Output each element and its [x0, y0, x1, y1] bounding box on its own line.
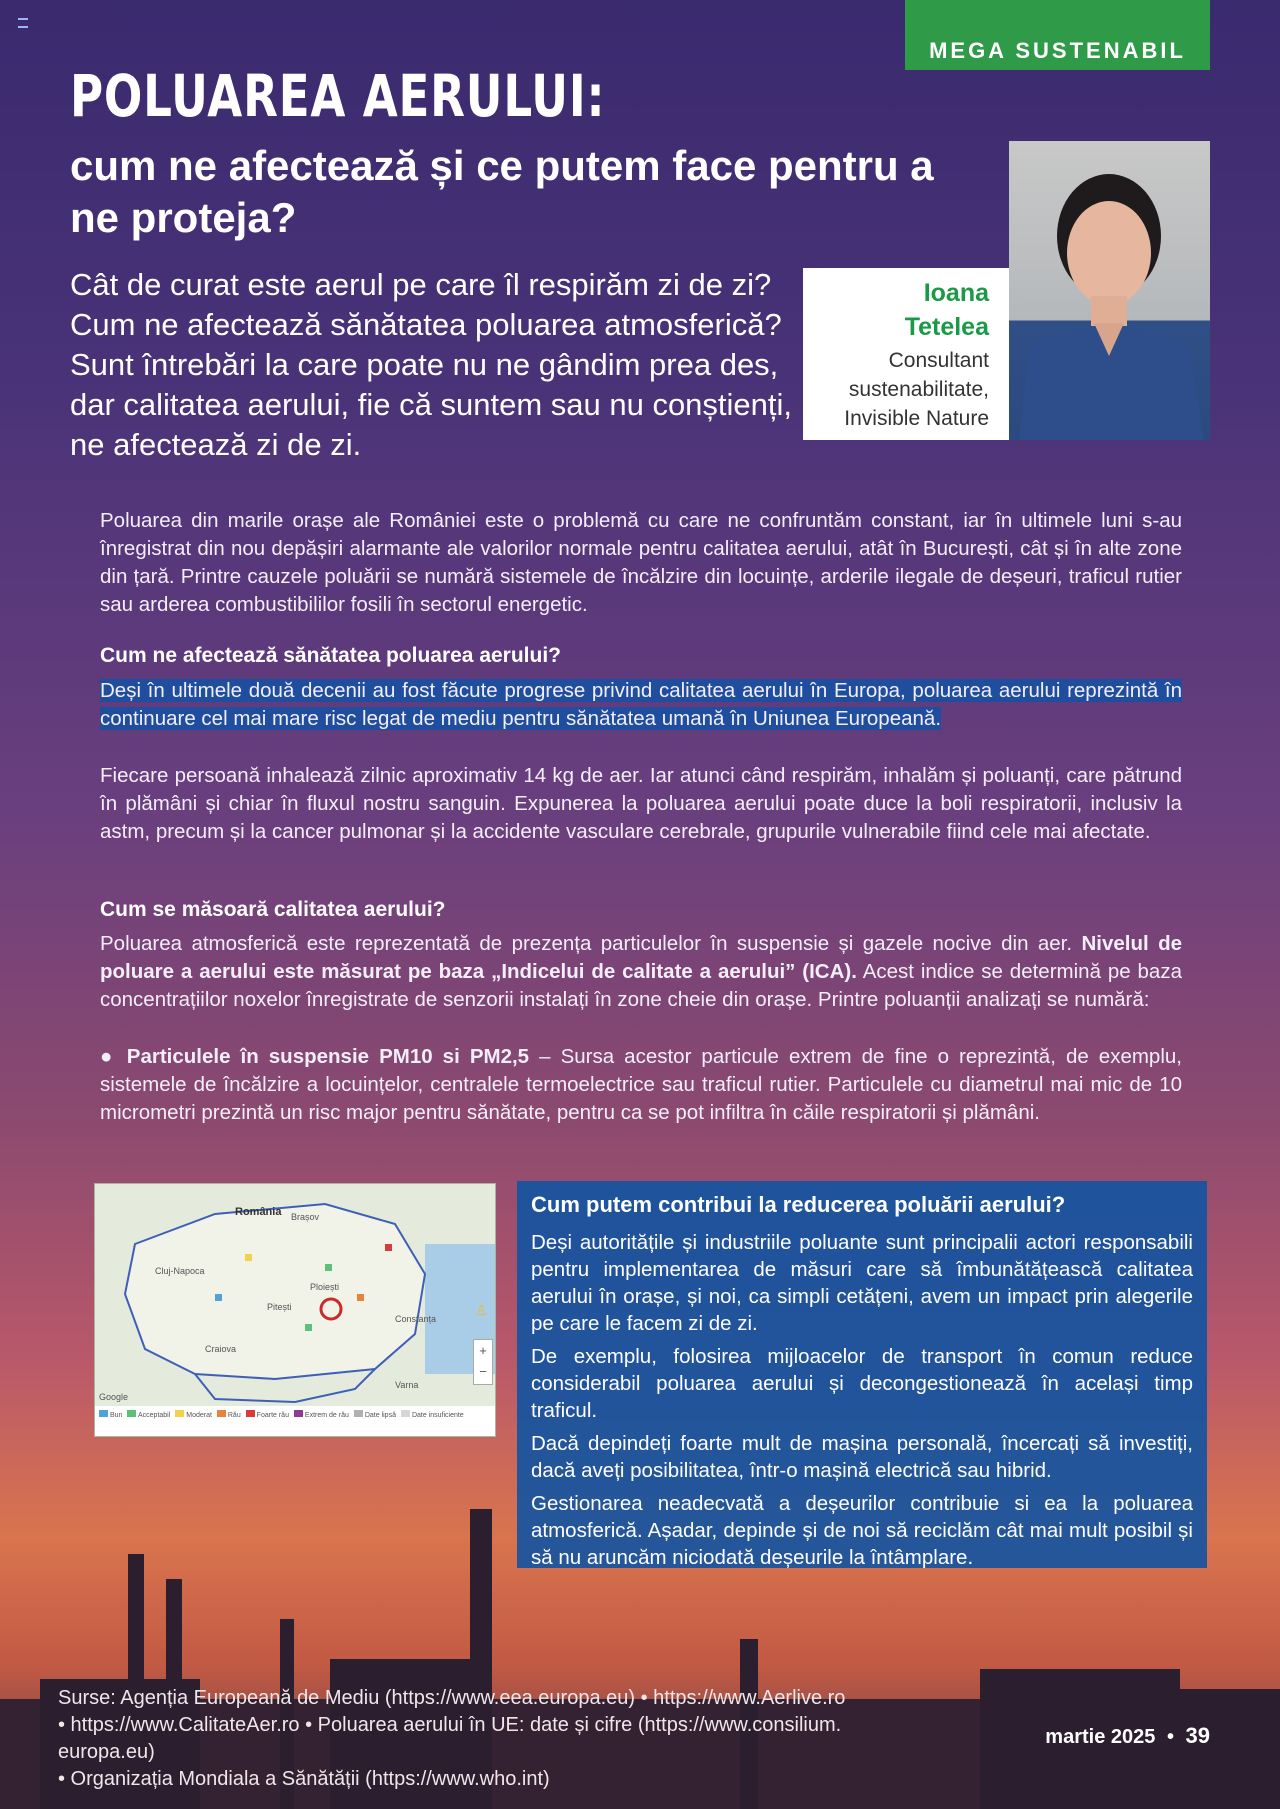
tips-box-title: Cum putem contribui la reducerea poluării aerului? [531, 1192, 1066, 1217]
bullet-icon: ● [100, 1045, 117, 1068]
map-city-label: Cluj-Napoca [155, 1266, 205, 1276]
author-portrait [1009, 141, 1210, 440]
page-footer [1045, 1723, 1210, 1749]
section2-bullet [100, 1043, 1182, 1127]
map-city-label: Brașov [291, 1212, 320, 1222]
section2-bullet-text: – Sursa acestor particule extrem de fine o reprezintă, de exemplu, sistemele de încălzire a locuințelor, centralele termoelectrice sau traficul rutier. Particulele cu diametrul mai mic de 10 micrometri prezintă un risc major pentru sănătate, pentru ca se pot infiltra în căile respiratorii și plămâni. [100, 1045, 1182, 1124]
author-card [803, 268, 1009, 440]
legend-item: Extrem de rău [294, 1410, 349, 1419]
author-first-name: Ioana [923, 279, 989, 307]
tips-paragraph: Deși autoritățile și industriile poluante sunt principalii actori responsabili pentru implementarea de măsuri care să îmbunătățească calitatea aerului în orașe, și noi, ca simpli cetățeni, avem un impact prin alegerile pe care le facem zi de zi. [531, 1231, 1193, 1335]
legend-item: Moderat [175, 1410, 212, 1419]
source-line: • https://www.CalitateAer.ro • Poluarea aerului în UE: date și cifre (https://www.consilium. [58, 1714, 842, 1736]
source-line: Surse: Agenția Europeană de Mediu (https://www.eea.europa.eu) • https://www.Aerlive.ro [58, 1687, 846, 1709]
map-country-label: România [235, 1206, 282, 1218]
legend-item: Bun [99, 1410, 122, 1419]
page-number: 39 [1185, 1723, 1210, 1748]
section2-heading: Cum se măsoară calitatea aerului? [100, 898, 446, 921]
air-quality-map[interactable] [94, 1183, 496, 1437]
issue-date: martie 2025 [1045, 1726, 1156, 1748]
legend-item: Date lipsă [354, 1410, 396, 1419]
map-city-label: Pitești [267, 1302, 292, 1312]
article-title: POLUAREA AERULUI: [70, 62, 606, 130]
map-city-label: Ploiești [310, 1282, 340, 1292]
section1-paragraph: Fiecare persoană inhalează zilnic aproximativ 14 kg de aer. Iar atunci când respirăm, inhalăm și poluanți, care pătrund în plămâni și chiar în fluxul nostru sanguin. Expunerea la poluarea aerului poate duce la boli respiratorii, inclusiv la astm, precum și la cancer pulmonar și la accidente vasculare cerebrale, grupurile vulnerabile fiind cele mai afectate. [100, 764, 1182, 843]
map-city-label: Constanța [395, 1314, 437, 1324]
section2-paragraph [100, 930, 1182, 1014]
zoom-in-button[interactable]: + [479, 1343, 487, 1358]
tips-paragraph: Gestionarea neadecvată a deșeurilor contribuie si ea la poluarea atmosferică. Așadar, depinde și de noi să reciclăm cât mai mult posibil și să nu aruncăm niciodată deșeurile la întâmplare. [531, 1492, 1193, 1569]
tips-box [517, 1181, 1207, 1568]
map-city-label: Craiova [205, 1344, 237, 1354]
intro-paragraph: Poluarea din marile orașe ale României este o problemă cu care ne confruntăm constant, iar în ultimele luni s-au înregistrat din nou depășiri alarmante ale valorilor normale pentru calitatea aerului, atât în București, cât și în alte zone din țară. Printre cauzele poluării se numără sistemele de încălzire din locuințe, arderile ilegale de deșeuri, traficul rutier sau arderea combustibililor fosili în sectorul energetic. [100, 509, 1182, 616]
section1-highlight-block [100, 677, 1182, 733]
portrait-illustration [1009, 141, 1210, 440]
article-lead: Cât de curat este aerul pe care îl respirăm zi de zi? Cum ne afectează sănătatea poluarea atmosferică? Sunt întrebări la care poate nu ne gândim prea des, dar calitatea aerului, fie că suntem sau nu conștienți, ne afectează zi de zi. [70, 267, 793, 462]
section2-p1-bold: Nivelul de poluare a aerului este măsurat pe baza „Indicelui de calitate a aerului” (ICA). [100, 932, 1183, 983]
tips-paragraph: De exemplu, folosirea mijloacelor de transport în comun reduce considerabil poluarea aerului și decongestionează în același timp traficul. [531, 1345, 1193, 1422]
author-last-name: Tetelea [904, 313, 989, 341]
legend-item: Rău [217, 1410, 241, 1419]
section1-heading: Cum ne afectează sănătatea poluarea aerului? [100, 644, 562, 667]
map-zoom-controls [473, 1339, 493, 1385]
source-line: europa.eu) [58, 1741, 155, 1763]
map-city-label: Varna [395, 1380, 419, 1390]
section-tag: MEGA SUSTENABIL [905, 0, 1210, 70]
zoom-out-button[interactable]: − [479, 1364, 487, 1379]
tips-paragraph: Dacă depindeți foarte mult de mașina personală, încercați să investiți, dacă aveți posibilitatea, într-o mașină electrică sau hibrid. [531, 1432, 1193, 1482]
legend-item: Date insuficiente [401, 1410, 464, 1419]
source-line: • Organizația Mondiala a Sănătății (https://www.who.int) [58, 1768, 550, 1790]
section1-highlight: Deși în ultimele două decenii au fost făcute progrese privind calitatea aerului în Europa, poluarea aerului reprezintă în continuare cel mai mare risc legat de mediu pentru sănătatea umană în Uniunea Europeană. [100, 679, 1182, 730]
sources [58, 1685, 978, 1793]
corner-mark-icon [18, 18, 28, 28]
section2-p1: Poluarea atmosferică este reprezentată de prezența particulelor în suspensie și gazele nocive din aer. [100, 932, 1073, 955]
footer-separator: • [1166, 1726, 1174, 1748]
map-legend [99, 1410, 491, 1419]
map-attribution: Google [99, 1392, 129, 1402]
legend-item: Acceptabil [127, 1410, 170, 1419]
section2-p1-rest: Acest indice se determină pe baza concentrațiilor noxelor înregistrate de senzorii instalați în zone cheie din orașe. Printre poluanții analizați se numără: [100, 960, 1182, 1011]
article-subtitle: cum ne afectează și ce putem face pentru a ne proteja? [70, 142, 934, 241]
street-view-icon[interactable]: ♙ [475, 1302, 488, 1318]
legend-item: Foarte rău [246, 1410, 289, 1419]
section2-bullet-bold: Particulele în suspensie PM10 si PM2,5 [126, 1045, 530, 1068]
author-role: Consultant sustenabilitate, Invisible Nature [844, 349, 989, 430]
